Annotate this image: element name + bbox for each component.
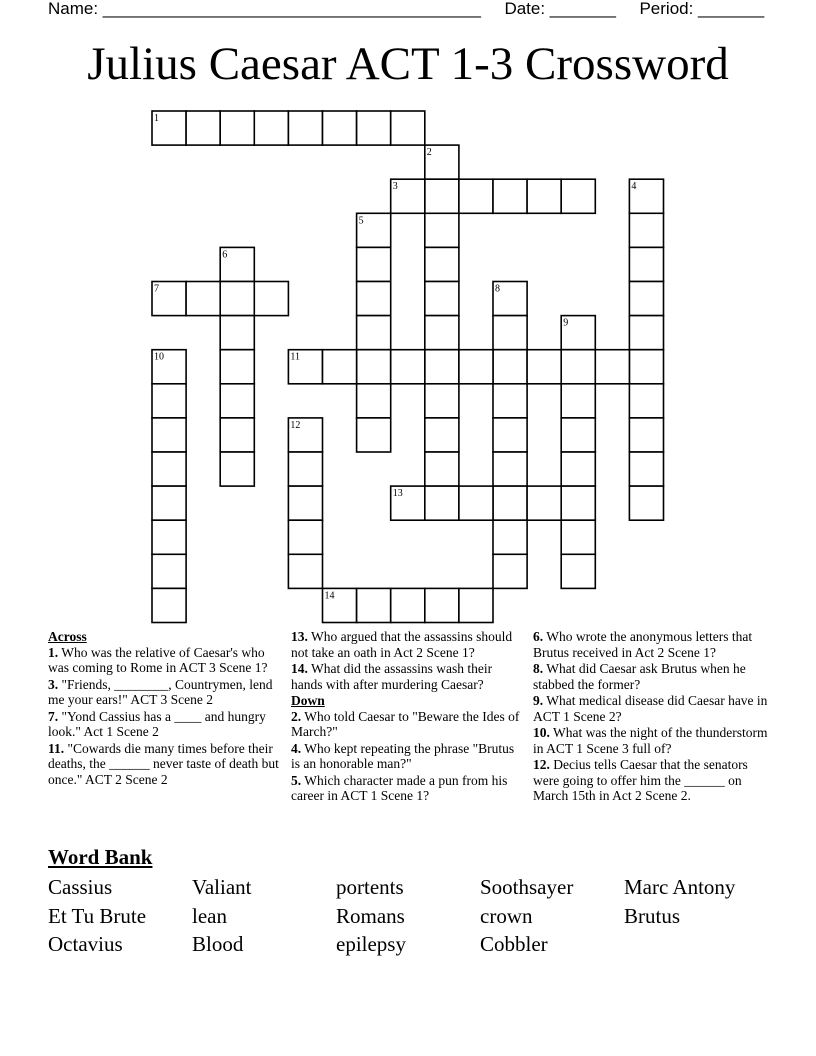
- clues-column-2: [291, 629, 523, 805]
- crossword-cell[interactable]: [357, 316, 391, 350]
- clue-number: 3: [392, 181, 398, 193]
- crossword-cell[interactable]: [493, 520, 527, 554]
- crossword-cell[interactable]: [391, 486, 425, 520]
- period-field-label[interactable]: Period: _______: [639, 0, 765, 18]
- word-bank-word: Octavius: [48, 932, 123, 956]
- crossword-cell[interactable]: [527, 179, 561, 213]
- crossword-cell[interactable]: [561, 554, 595, 588]
- crossword-cell[interactable]: [288, 554, 322, 588]
- crossword-cell[interactable]: [561, 179, 595, 213]
- clue-down-6: 6. Who wrote the anonymous letters that Brutus received in Act 2 Scene 1?: [533, 629, 753, 660]
- crossword-cell[interactable]: [425, 282, 459, 316]
- crossword-cell[interactable]: [391, 179, 425, 213]
- crossword-cell[interactable]: [629, 418, 663, 452]
- crossword-cell[interactable]: [391, 350, 425, 384]
- crossword-cell[interactable]: [561, 520, 595, 554]
- crossword-cell[interactable]: [527, 486, 561, 520]
- crossword-cell[interactable]: [186, 282, 220, 316]
- crossword-cell[interactable]: [220, 316, 254, 350]
- word-bank-word: portents: [336, 875, 404, 899]
- down-heading: Down: [291, 693, 325, 708]
- crossword-cell[interactable]: [629, 213, 663, 247]
- crossword-cell[interactable]: [152, 452, 186, 486]
- crossword-cell[interactable]: [288, 452, 322, 486]
- crossword-cell[interactable]: [357, 282, 391, 316]
- name-field-label[interactable]: Name: ________________________________________: [48, 0, 481, 18]
- crossword-cell[interactable]: [561, 418, 595, 452]
- clue-number: 12: [290, 419, 301, 431]
- crossword-cell[interactable]: [288, 350, 322, 384]
- crossword-cell[interactable]: [323, 350, 357, 384]
- crossword-cell[interactable]: [357, 350, 391, 384]
- crossword-cell[interactable]: [629, 282, 663, 316]
- crossword-cell[interactable]: [425, 213, 459, 247]
- crossword-cell[interactable]: [425, 316, 459, 350]
- clue-across-11: 11. "Cowards die many times before their deaths, the ______ never taste of death but once." ACT 2 Scene 2: [48, 740, 279, 787]
- crossword-cell[interactable]: [220, 452, 254, 486]
- clue-across-7: 7. "Yond Cassius has a ____ and hungry look." Act 1 Scene 2: [48, 708, 266, 739]
- crossword-cell[interactable]: [152, 588, 186, 622]
- clue-across-1: 1. Who was the relative of Caesar's who was coming to Rome in ACT 3 Scene 1?: [48, 644, 268, 675]
- crossword-cell[interactable]: [561, 486, 595, 520]
- clue-down-12: 12. Decius tells Caesar that the senators were going to offer him the ______ on March 15th in Act 2 Scene 2.: [533, 757, 748, 803]
- clue-down-9: 9. What medical disease did Caesar have in ACT 1 Scene 2?: [533, 693, 768, 724]
- clue-across-14: 14. What did the assassins wash their hands with after murdering Caesar?: [291, 661, 493, 692]
- page-title: Julius Caesar ACT 1-3 Crossword: [87, 38, 729, 90]
- clue-down-8: 8. What did Caesar ask Brutus when he stabbed the former?: [533, 661, 746, 692]
- crossword-cell[interactable]: [459, 588, 493, 622]
- clue-number: 14: [324, 590, 335, 602]
- crossword-cell[interactable]: [288, 486, 322, 520]
- crossword-cell[interactable]: [595, 350, 629, 384]
- clue-down-5: 5. Which character made a pun from his career in ACT 1 Scene 1?: [291, 772, 508, 803]
- crossword-cell[interactable]: [425, 486, 459, 520]
- crossword-cell[interactable]: [152, 384, 186, 418]
- clue-down-2: 2. Who told Caesar to "Beware the Ides of March?": [291, 708, 520, 739]
- crossword-cell[interactable]: [254, 282, 288, 316]
- crossword-cell[interactable]: [323, 111, 357, 145]
- word-bank-title: Word Bank: [48, 845, 153, 869]
- crossword-cell[interactable]: [152, 111, 186, 145]
- crossword-cell[interactable]: [288, 520, 322, 554]
- clue-down-4: 4. Who kept repeating the phrase "Brutus is an honorable man?": [291, 740, 515, 771]
- word-bank-word: Soothsayer: [480, 875, 574, 899]
- crossword-cell[interactable]: [357, 213, 391, 247]
- crossword-cell[interactable]: [561, 384, 595, 418]
- crossword-cell[interactable]: [220, 247, 254, 281]
- clue-number: 7: [154, 283, 159, 295]
- crossword-cell[interactable]: [493, 350, 527, 384]
- word-bank-word: epilepsy: [336, 932, 406, 956]
- clue-number: 6: [222, 249, 228, 261]
- crossword-cell[interactable]: [357, 418, 391, 452]
- crossword-cell[interactable]: [220, 111, 254, 145]
- crossword-cell[interactable]: [152, 554, 186, 588]
- crossword-cell[interactable]: [629, 247, 663, 281]
- crossword-cell[interactable]: [152, 350, 186, 384]
- crossword-cell[interactable]: [425, 350, 459, 384]
- crossword-cell[interactable]: [459, 486, 493, 520]
- crossword-cell[interactable]: [220, 350, 254, 384]
- clue-number: 2: [426, 147, 432, 159]
- crossword-cell[interactable]: [357, 384, 391, 418]
- clue-down-10: 10. What was the night of the thunderstorm in ACT 1 Scene 3 full of?: [533, 725, 768, 756]
- crossword-cell[interactable]: [425, 588, 459, 622]
- crossword-cell[interactable]: [493, 179, 527, 213]
- crossword-cell[interactable]: [152, 520, 186, 554]
- clue-number: 9: [563, 317, 569, 329]
- word-bank-word: Cobbler: [480, 932, 548, 956]
- clue-number: 8: [495, 283, 500, 295]
- clue-number: 1: [154, 113, 159, 124]
- crossword-cell[interactable]: [493, 384, 527, 418]
- clue-number: 11: [290, 351, 301, 363]
- crossword-cell[interactable]: [459, 179, 493, 213]
- crossword-cell[interactable]: [561, 350, 595, 384]
- crossword-cell[interactable]: [561, 316, 595, 350]
- crossword-cell[interactable]: [152, 282, 186, 316]
- crossword-cell[interactable]: [561, 452, 595, 486]
- crossword-cell[interactable]: [357, 111, 391, 145]
- crossword-cell[interactable]: [288, 418, 322, 452]
- clue-across-3: 3. "Friends, ________, Countrymen, lend me your ears!" ACT 3 Scene 2: [48, 676, 273, 707]
- clue-number: 13: [392, 488, 403, 500]
- crossword-cell[interactable]: [152, 486, 186, 520]
- word-bank-word: crown: [480, 904, 533, 928]
- across-heading: Across: [48, 629, 87, 644]
- crossword-cell[interactable]: [629, 384, 663, 418]
- word-bank-word: Cassius: [48, 875, 113, 899]
- crossword-cell[interactable]: [425, 247, 459, 281]
- crossword-cell[interactable]: [425, 452, 459, 486]
- word-bank-word: Marc Antony: [624, 875, 736, 899]
- crossword-cell[interactable]: [629, 452, 663, 486]
- crossword-cell[interactable]: [425, 418, 459, 452]
- crossword-cell[interactable]: [493, 282, 527, 316]
- crossword-cell[interactable]: [391, 111, 425, 145]
- word-bank-word: Blood: [192, 932, 244, 956]
- date-field-label[interactable]: Date: _______: [504, 0, 616, 18]
- crossword-cell[interactable]: [629, 486, 663, 520]
- crossword-cell[interactable]: [288, 111, 322, 145]
- crossword-cell[interactable]: [527, 350, 561, 384]
- crossword-cell[interactable]: [220, 282, 254, 316]
- clue-number: 10: [154, 351, 164, 363]
- crossword-cell[interactable]: [493, 486, 527, 520]
- clues-column-1: [48, 629, 280, 788]
- crossword-cell[interactable]: [186, 111, 220, 145]
- crossword-cell[interactable]: [357, 247, 391, 281]
- crossword-cell[interactable]: [493, 554, 527, 588]
- crossword-cell[interactable]: [391, 588, 425, 622]
- crossword-cell[interactable]: [629, 316, 663, 350]
- crossword-cell[interactable]: [323, 588, 357, 622]
- clues-column-3: [533, 629, 771, 805]
- crossword-cell[interactable]: [493, 418, 527, 452]
- name-date-period-line: [48, 0, 764, 19]
- clue-number: 5: [358, 215, 364, 227]
- crossword-cell[interactable]: [459, 350, 493, 384]
- word-bank-word: Valiant: [192, 875, 252, 899]
- word-bank-word: Romans: [336, 904, 405, 928]
- crossword-cell[interactable]: [629, 350, 663, 384]
- word-bank-word: Et Tu Brute: [48, 904, 147, 928]
- word-bank-word: Brutus: [624, 904, 681, 928]
- crossword-cell[interactable]: [629, 179, 663, 213]
- clue-across-13: 13. Who argued that the assassins should not take an oath in Act 2 Scene 1?: [291, 629, 513, 660]
- crossword-cell[interactable]: [425, 179, 459, 213]
- crossword-cell[interactable]: [254, 111, 288, 145]
- clue-number: 4: [631, 181, 637, 193]
- crossword-cell[interactable]: [357, 588, 391, 622]
- word-bank-word: lean: [192, 904, 227, 928]
- crossword-cell[interactable]: [220, 418, 254, 452]
- crossword-cell[interactable]: [425, 145, 459, 179]
- crossword-cell[interactable]: [493, 452, 527, 486]
- crossword-cell[interactable]: [493, 316, 527, 350]
- crossword-cell[interactable]: [220, 384, 254, 418]
- crossword-cell[interactable]: [152, 418, 186, 452]
- crossword-cell[interactable]: [425, 384, 459, 418]
